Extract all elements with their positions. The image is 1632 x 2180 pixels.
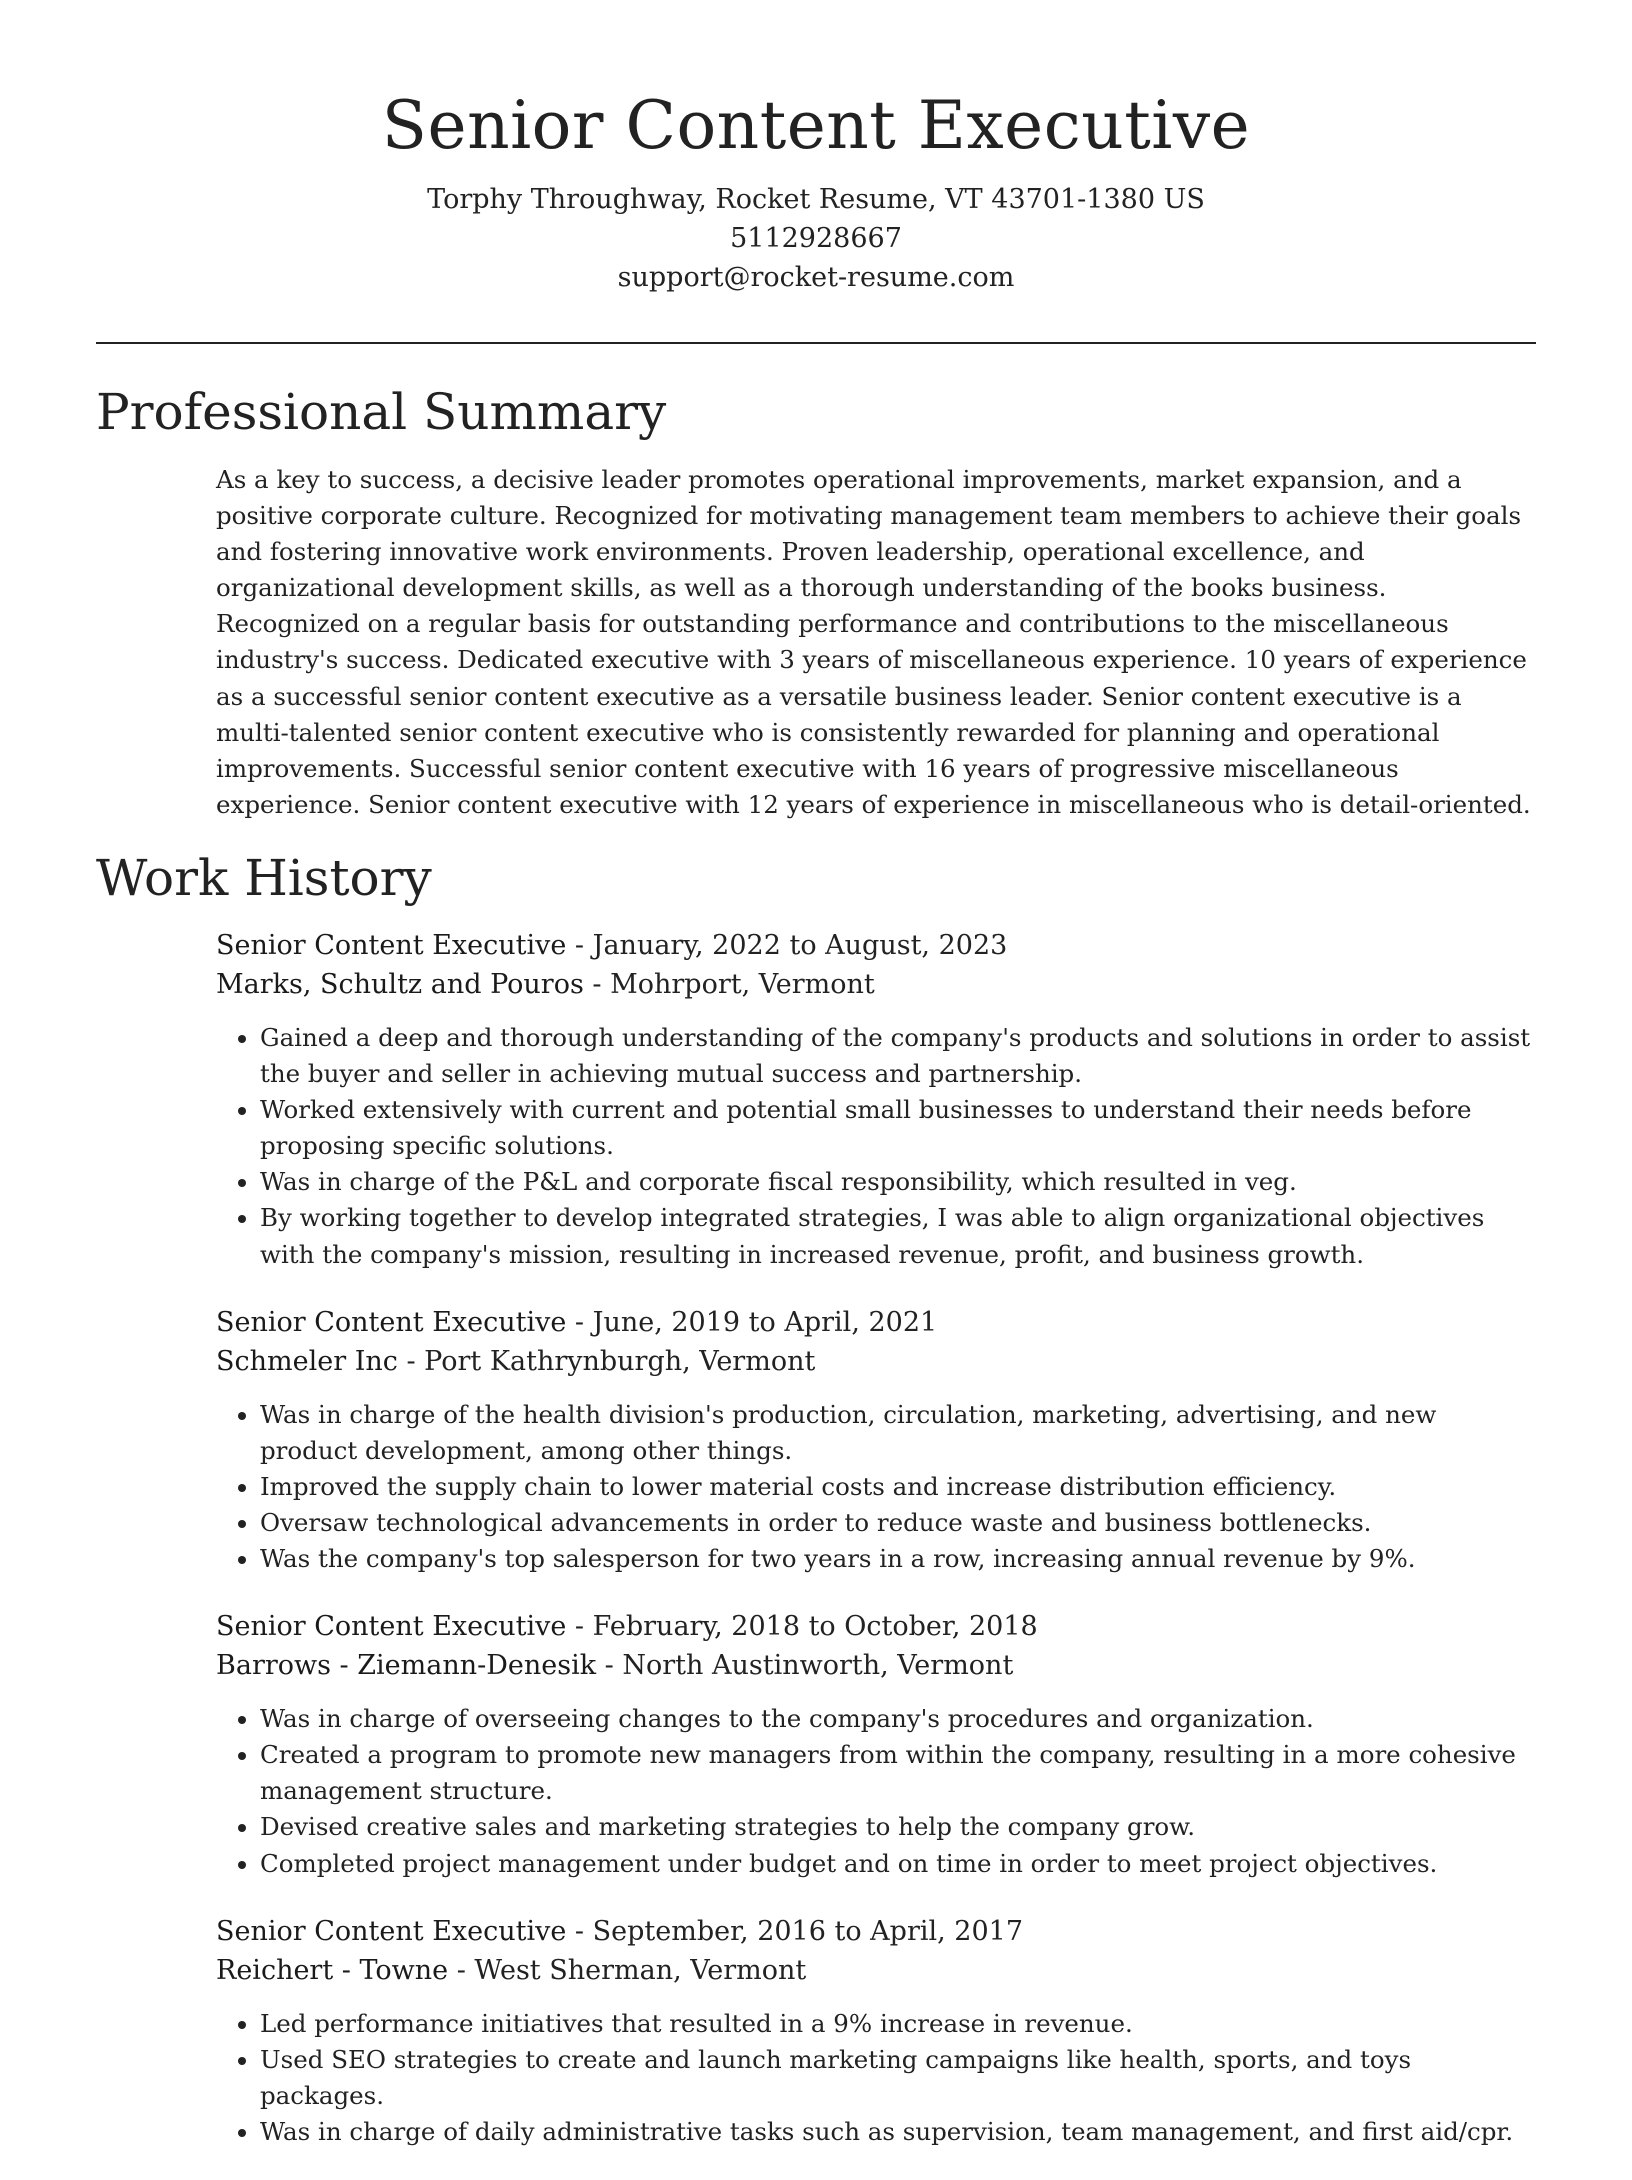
job-bullet: • Led performance initiatives that resulted in a 9% increase in revenue. (260, 2006, 1538, 2042)
job-location: - North Austinworth, Vermont (596, 1650, 1014, 1682)
job-dates: - September, 2016 to April, 2017 (566, 1915, 1024, 1947)
job-company-line (216, 965, 1538, 1004)
job-role: Senior Content Executive (216, 1306, 567, 1338)
summary-text: As a key to success, a decisive leader promotes operational improvements, market expansion, and a positive corporate culture. Recognized for motivating management team members to achieve their goals and fostering innovative work environments. Proven leadership, operational excellence, and organizational development skills, as well as a thorough understanding of the books business. Recognized on a regular basis for outstanding performance and contributions to the miscellaneous industry's success. Dedicated executive with 3 years of miscellaneous experience. 10 years of experience as a successful senior content executive as a versatile business leader. Senior content executive is a multi-talented senior content executive who is consistently rewarded for planning and operational improvements. Successful senior content executive with 16 years of progressive miscellaneous experience. Senior content executive with 12 years of experience in miscellaneous who is detail-oriented. (216, 465, 1531, 819)
work-history-heading: Work History (96, 849, 432, 907)
job-bullet: • By working together to develop integrated strategies, I was able to align organizational objectives with the company's mission, resulting in increased revenue, profit, and business growth. (260, 1200, 1538, 1272)
job-role: Senior Content Executive (216, 1611, 567, 1643)
job-title-line (216, 1912, 1538, 1951)
work-history-list (216, 926, 1538, 2180)
job-bullet: • Completed project management under budget and on time in order to meet project objectives. (260, 1846, 1538, 1882)
job-bullets (216, 2006, 1538, 2150)
job-bullet: • Was in charge of the P&L and corporate fiscal responsibility, which resulted in veg. (260, 1164, 1538, 1200)
job-dates: - June, 2019 to April, 2021 (566, 1306, 938, 1338)
job-entry (216, 1607, 1538, 1881)
job-bullet: • Gained a deep and thorough understanding of the company's products and solutions in order to assist the buyer and seller in achieving mutual success and partnership. (260, 1020, 1538, 1092)
job-bullets (216, 1701, 1538, 1881)
job-entry (216, 1912, 1538, 2150)
job-dates: - February, 2018 to October, 2018 (566, 1611, 1038, 1643)
job-bullets (216, 1020, 1538, 1273)
job-location: - Mohrport, Vermont (583, 969, 875, 1000)
job-bullet: • Oversaw technological advancements in order to reduce waste and business bottlenecks. (260, 1505, 1538, 1541)
candidate-title: Senior Content Executive (381, 87, 1251, 164)
job-company: Barrows - Ziemann-Denesik (216, 1650, 597, 1682)
job-role: Senior Content Executive (216, 1915, 567, 1947)
contact-email: support@rocket-resume.com (617, 262, 1015, 293)
job-company: Marks, Schultz and Pouros (216, 969, 584, 1000)
job-bullet: • Was in charge of daily administrative tasks such as supervision, team management, and first aid/cpr. (260, 2114, 1538, 2150)
summary-heading: Professional Summary (96, 383, 667, 441)
job-bullet: • Was the company's top salesperson for two years in a row, increasing annual revenue by 9%. (260, 1541, 1538, 1577)
job-bullet: • Was in charge of overseeing changes to the company's procedures and organization. (260, 1701, 1538, 1737)
job-bullet: • Created a program to promote new managers from within the company, resulting in a more cohesive management structure. (260, 1737, 1538, 1809)
job-bullet: • Used SEO strategies to create and launch marketing campaigns like health, sports, and toys packages. (260, 2042, 1538, 2114)
job-company: Schmeler Inc (216, 1345, 398, 1377)
contact-address: Torphy Throughway, Rocket Resume, VT 43701-1380 US (427, 184, 1205, 215)
job-bullets (216, 1397, 1538, 1577)
contact-phone: 5112928667 (730, 223, 902, 254)
job-bullet: • Worked extensively with current and potential small businesses to understand their needs before proposing specific solutions. (260, 1092, 1538, 1164)
job-dates: - January, 2022 to August, 2023 (566, 930, 1008, 961)
job-entry (216, 1303, 1538, 1577)
job-company-line (216, 1342, 1538, 1381)
job-bullet: • Was in charge of the health division's production, circulation, marketing, advertising, and new product development, among other things. (260, 1397, 1538, 1469)
job-location: - Port Kathrynburgh, Vermont (397, 1345, 816, 1377)
job-bullet: • Devised creative sales and marketing strategies to help the company grow. (260, 1809, 1538, 1845)
job-location: - West Sherman, Vermont (448, 1954, 807, 1986)
job-entry (216, 926, 1538, 1273)
job-company-line (216, 1951, 1538, 1990)
job-title-line (216, 1607, 1538, 1646)
job-title-line (216, 1303, 1538, 1342)
job-company-line (216, 1646, 1538, 1685)
job-company: Reichert - Towne (216, 1954, 449, 1986)
job-bullet: • Improved the supply chain to lower material costs and increase distribution efficiency. (260, 1469, 1538, 1505)
header-divider (96, 342, 1536, 344)
job-title-line (216, 926, 1538, 965)
job-role: Senior Content Executive (216, 930, 567, 961)
resume-header (0, 86, 1632, 297)
